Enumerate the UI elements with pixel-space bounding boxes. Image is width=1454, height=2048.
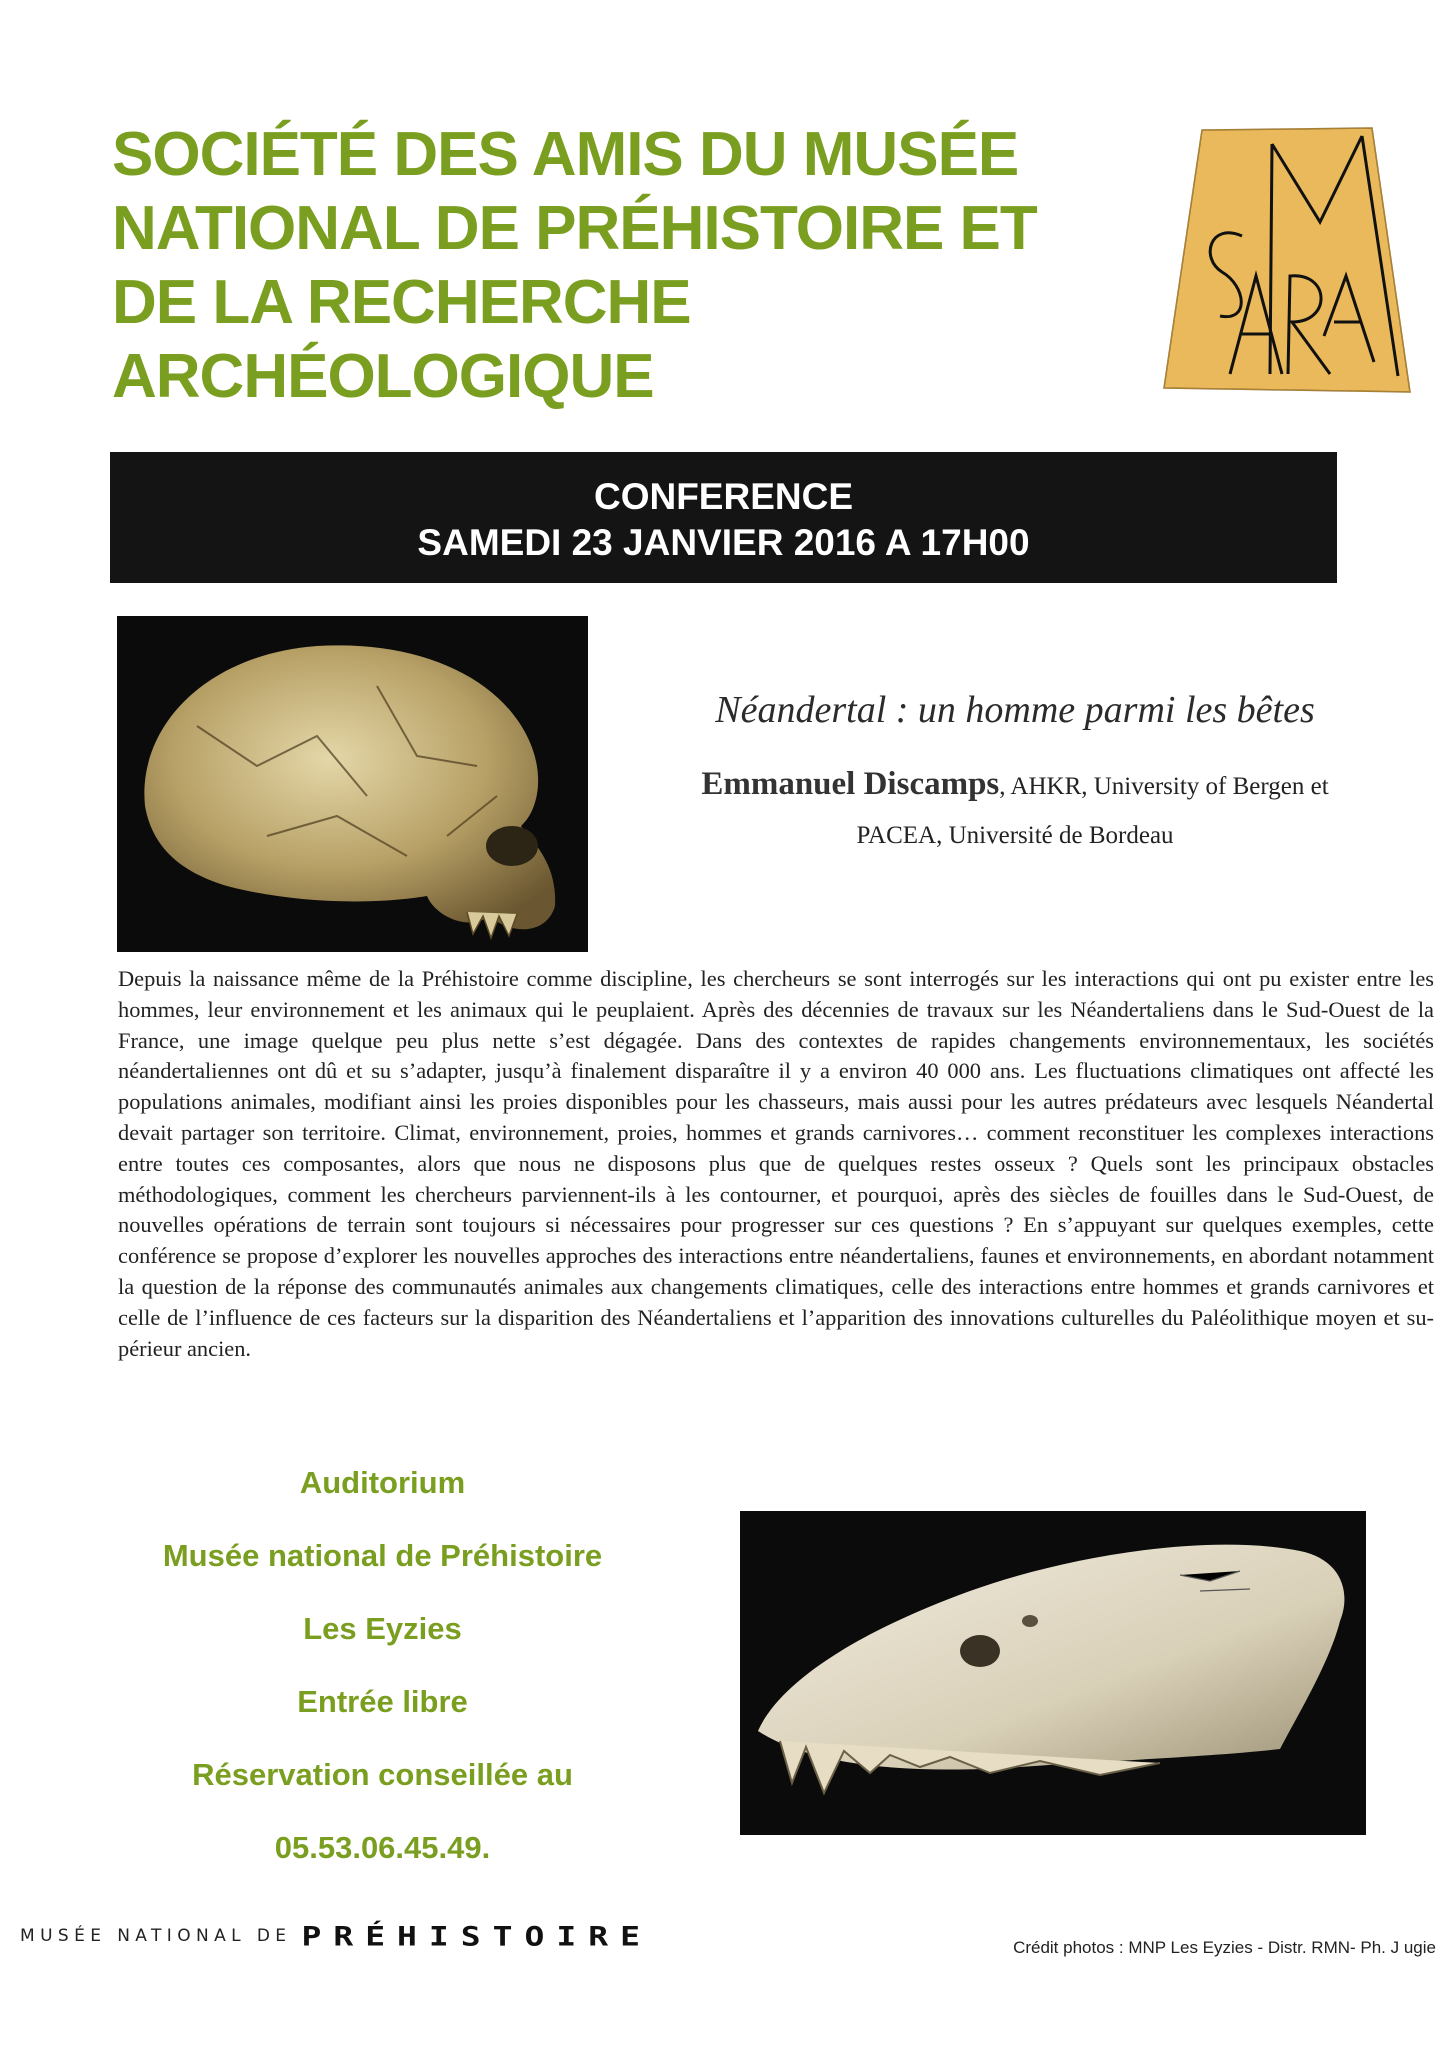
venue-town: Les Eyzies (303, 1611, 462, 1646)
venue-entry: Entrée libre (297, 1684, 468, 1719)
talk-abstract: Depuis la naissance même de la Préhistoire comme discipline, les chercheurs se sont interrogés sur les interactions qui ont pu exister entre les hommes, leur environnement et les animaux qui le peuplaient. Après des décennies de travaux sur les Néandertaliens dans le Sud-Ouest de la France, une image quelque peu plus nette s’est dégagée. Dans des contextes de rapides changements environnementaux, les sociétés néandertaliennes ont dû et su s’adapter, jusqu’à finalement disparaître il y a environ 40 000 ans. Les fluctuations climatiques ont affecté les populations animales, modifiant ainsi les proies disponibles pour les chasseurs, mais aussi pour les autres prédateurs avec lesquels Néandertal devait partager son territoire. Climat, environnement, proies, hommes et grands carnivores… comment reconstituer les complexes interactions entre toutes ces composantes, alors que nous ne disposons plus que de quelques restes osseux ? Quels sont les principaux obstacles méthodologiques, comment les chercheurs parviennent-ils à les contourner, et pourquoi, après des siècles de fouilles dans le Sud-Ouest, de nouvelles opérations de terrain sont toujours si nécessaires pour progresser sur ces questions ? En s’appuyant sur quelques exemples, cette conférence se propose d’explorer les nouvelles approches des interactions entre néandertaliens, faunes et environnements, en abordant notamment la question de la réponse des communautés animales aux changements climatiques, celle des interactions entre hommes et grands carnivores et celle de l’influence de ces facteurs sur la disparition des Néandertaliens et l’apparition des innovations culturelles du Paléolithique moyen et supérieur ancien. (118, 966, 1434, 1361)
society-title-line-4: ARCHÉOLOGIQUE (112, 342, 654, 411)
speaker-affiliation-2: PACEA, Université de Bordeau (856, 822, 1174, 849)
samra-monogram-logo (1160, 126, 1414, 398)
conference-banner (110, 452, 1337, 583)
museum-logo-big-text: PRÉHISTOIRE (301, 1920, 652, 1952)
speaker-affiliation-1: , AHKR, University of Bergen et (999, 773, 1329, 800)
society-title-line-3: DE LA RECHERCHE (112, 268, 691, 337)
venue-info (120, 1458, 645, 1896)
museum-footer-logo (20, 1916, 652, 1956)
society-title-line-2: NATIONAL DE PRÉHISTOIRE ET (112, 194, 1037, 263)
banner-label: CONFERENCE (593, 476, 854, 517)
venue-place: Auditorium (299, 1465, 466, 1500)
neanderthal-skull-photo (117, 616, 588, 952)
speaker-line (620, 766, 1410, 803)
banner-date: SAMEDI 23 JANVIER 2016 A 17H00 (417, 522, 1030, 563)
venue-reservation: Réservation conseillée au (192, 1757, 573, 1792)
society-title-line-1: SOCIÉTÉ DES AMIS DU MUSÉE (112, 120, 1019, 189)
talk-title: Néandertal : un homme parmi les bêtes (715, 689, 1315, 731)
society-title (112, 118, 1142, 414)
venue-museum: Musée national de Préhistoire (162, 1538, 603, 1573)
photo-credit: Crédit photos : MNP Les Eyzies - Distr. RMN- Ph. J ugie (1013, 1938, 1436, 1957)
museum-logo-small-text: MUSÉE NATIONAL DE (20, 1926, 292, 1946)
cave-bear-skull-photo (740, 1511, 1366, 1835)
speaker-name: Emmanuel Discamps (701, 766, 1000, 802)
venue-phone: 05.53.06.45.49. (274, 1830, 491, 1865)
